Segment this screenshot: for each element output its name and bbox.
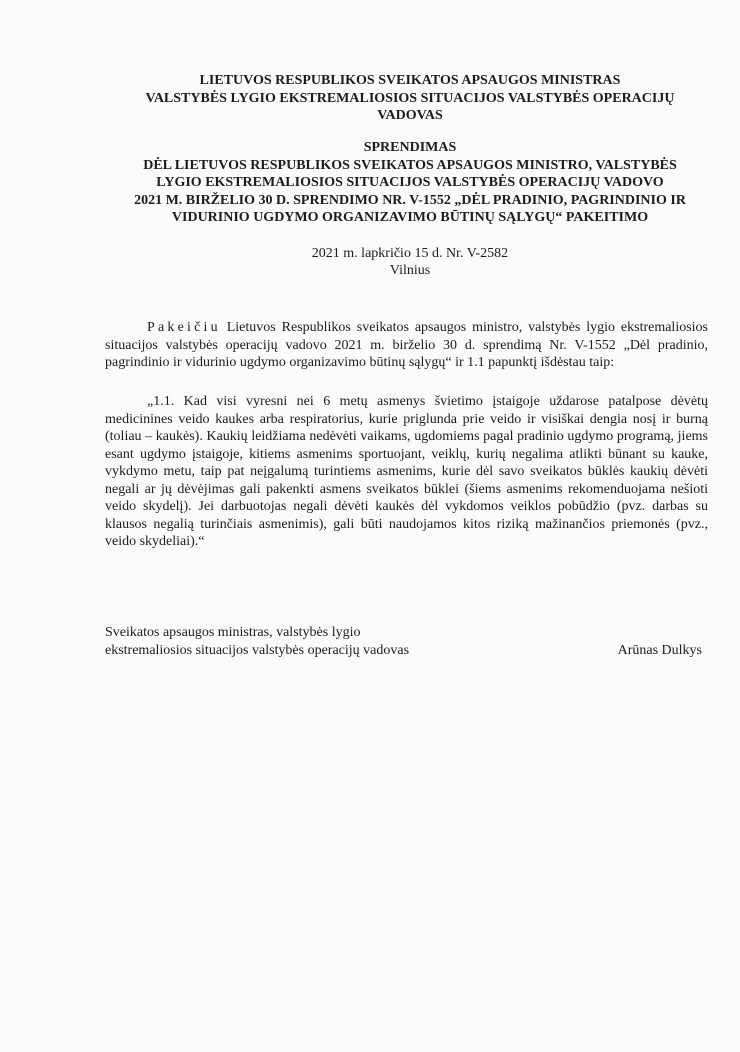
decision-subject-line-4: VIDURINIO UGDYMO ORGANIZAVIMO BŪTINŲ SĄLYGŲ“ PAKEITIMO	[171, 210, 649, 225]
authority-line-3: VADOVAS	[377, 108, 443, 123]
amendment-paragraph	[105, 319, 708, 372]
signatory-name: Arūnas Dulkys	[617, 643, 702, 658]
signatory-position-line-1: Sveikatos apsaugos ministras, valstybės lygio	[105, 625, 361, 640]
place: Vilnius	[389, 263, 431, 278]
decision-heading: SPRENDIMAS	[363, 140, 457, 155]
issuing-authority	[80, 72, 740, 125]
decision-subject-line-1: DĖL LIETUVOS RESPUBLIKOS SVEIKATOS APSAUGOS MINISTRO, VALSTYBĖS	[143, 157, 677, 173]
signatory-position-line-2: ekstremaliosios situacijos valstybės operacijų vadovas	[105, 643, 410, 658]
authority-line-2: VALSTYBĖS LYGIO EKSTREMALIOSIOS SITUACIJOS VALSTYBĖS OPERACIJŲ	[145, 90, 675, 106]
amendment-verb: Pakeičiu	[147, 320, 221, 335]
decision-subject-line-3: 2021 M. BIRŽELIO 30 D. SPRENDIMO NR. V-1552 „DĖL PRADINIO, PAGRINDINIO IR	[134, 192, 686, 208]
signatory-position	[105, 624, 409, 660]
authority-line-1: LIETUVOS RESPUBLIKOS SVEIKATOS APSAUGOS MINISTRAS	[199, 73, 621, 88]
decision-title	[80, 139, 740, 227]
document-meta	[80, 245, 740, 279]
decision-subject-line-2: LYGIO EKSTREMALIOSIOS SITUACIJOS VALSTYBĖS OPERACIJŲ VADOVO	[156, 175, 664, 190]
amendment-text: Lietuvos Respublikos sveikatos apsaugos ministro, valstybės lygio ekstremaliosios situacijos valstybės operacijų vadovo 2021 m. birželio 30 d. sprendimą Nr. V-1552 „Dėl pradinio, pagrindinio ir vidurinio ugdymo organizavimo būtinų sąlygų“ ir 1.1 papunktį išdėstau taip:	[105, 320, 708, 370]
new-wording-paragraph: „1.1. Kad visi vyresni nei 6 metų asmenys švietimo įstaigoje uždarose patalpose dėvėtų medicinines veido kaukes arba respiratorius, kurie priglunda prie veido ir visiškai dengia nosį ir burną (toliau – kaukės). Kaukių leidžiama nedėvėti vaikams, ugdomiems pagal pradinio ugdymo programą, jiems esant ugdymo įstaigoje, kitiems asmenims sportuojant, veiklų, kurių negalima atlikti būnant su kauke, vykdymo metu, taip pat neįgalumą turintiems asmenims, kurie dėl savo sveikatos būklės kaukių dėvėti negali ar jų dėvėjimas gali pakenkti asmens sveikatos būklei (šiems asmenims rekomenduojama nešioti veido skydelį). Jei darbuotojas negali dėvėti kaukės dėl vykdomos veiklos pobūdžio (pvz. darbas su klausos negalią turinčiais asmenimis), gali būti naudojamos kitos riziką mažinančios priemonės (pvz., veido skydeliai).“	[105, 394, 708, 549]
date-and-number: 2021 m. lapkričio 15 d. Nr. V-2582	[311, 246, 509, 261]
